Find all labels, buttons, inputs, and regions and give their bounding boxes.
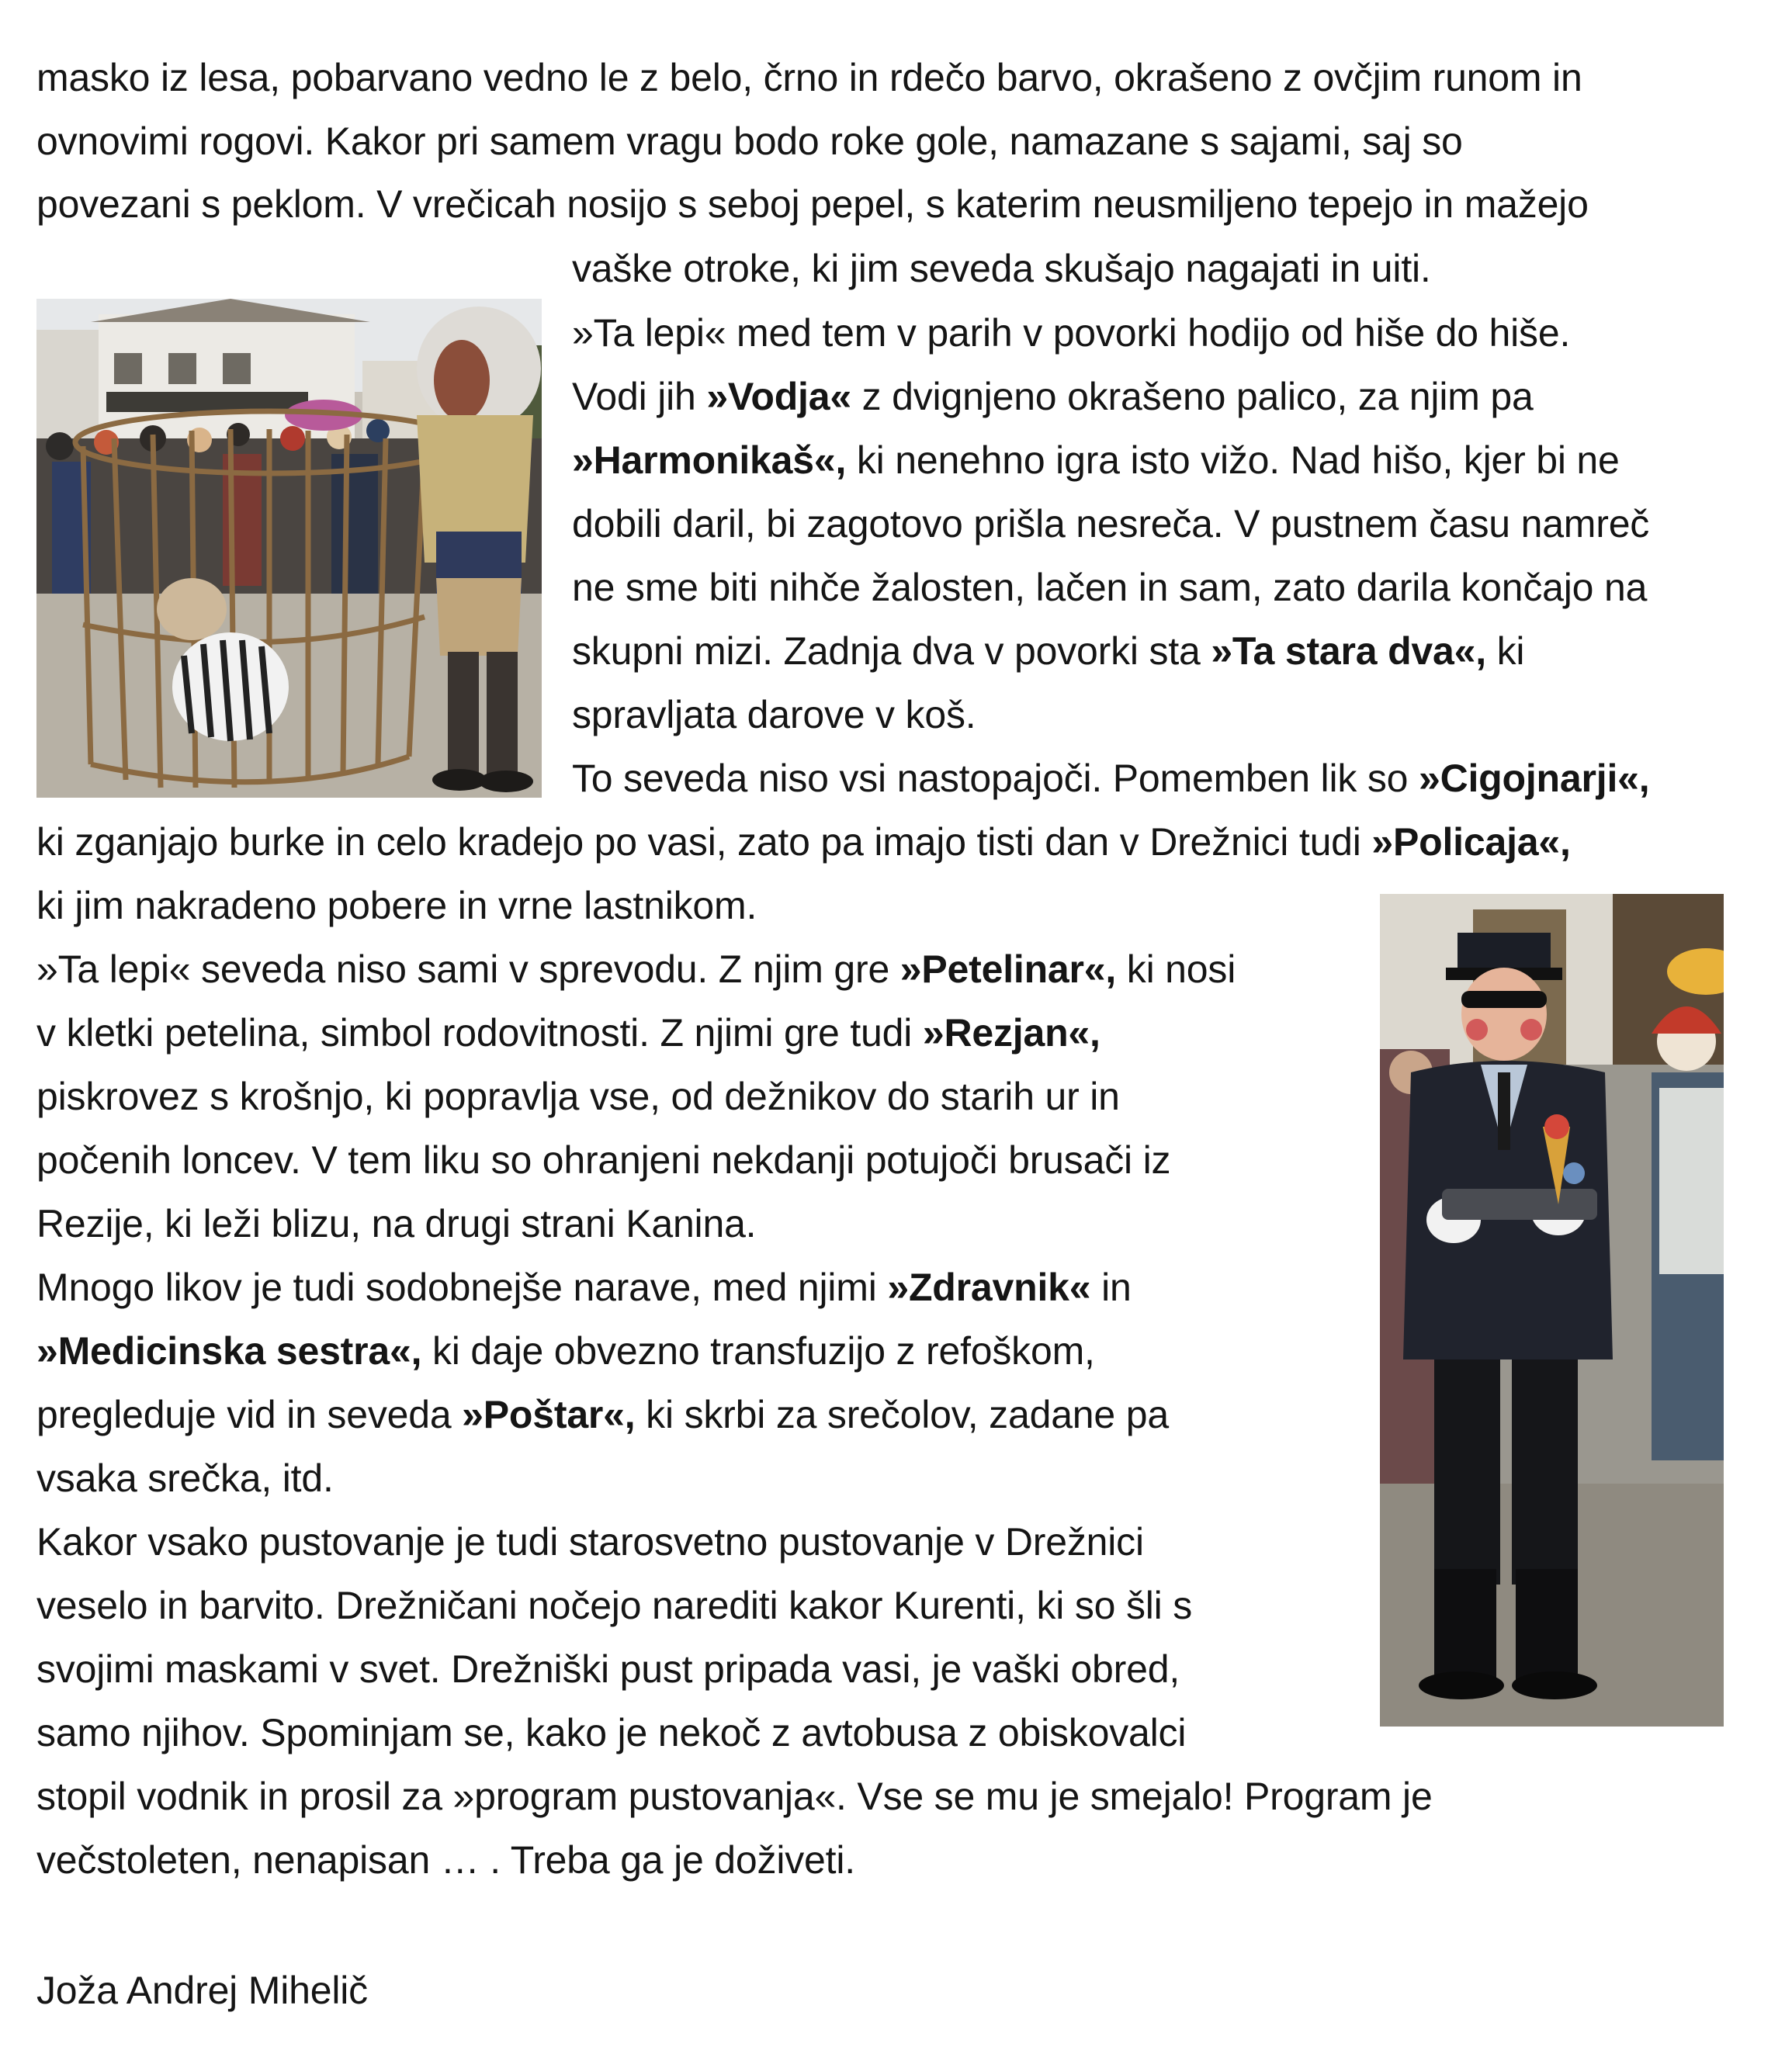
text-run: samo njihov. Spominjam se, kako je nekoč z avtobusa z obiskovalci (36, 1711, 1187, 1754)
bold-term: »Cigojnarji«, (1418, 757, 1650, 800)
text-line (572, 691, 976, 738)
text-line (36, 1200, 756, 1247)
text-run: Rezije, ki leži blizu, na drugi strani Kanina. (36, 1202, 757, 1245)
text-line (36, 882, 757, 929)
text-line (36, 54, 1582, 101)
text-run: Kakor vsako pustovanje je tudi starosvetno pustovanje v Drežnici (36, 1520, 1144, 1564)
text-line (36, 1837, 855, 1883)
text-line (36, 819, 1571, 865)
text-line (572, 564, 1647, 611)
text-run: v kletki petelina, simbol rodovitnosti. Z njimi gre tudi (36, 1011, 923, 1055)
text-run: z dvignjeno okrašeno palico, za njim pa (851, 375, 1534, 418)
bold-term: »Vodja« (706, 375, 851, 418)
photo-policaj-art (1380, 894, 1724, 1727)
bold-term: »Zdravnik« (887, 1266, 1091, 1309)
photo-carnival-cage-art (36, 299, 542, 798)
text-line (36, 946, 1236, 992)
text-line (36, 1519, 1144, 1565)
text-run: ki jim nakradeno pobere in vrne lastnikom. (36, 884, 757, 927)
text-line (572, 628, 1524, 674)
text-run: ne sme biti nihče žalosten, lačen in sam, zato darila končajo na (572, 566, 1648, 609)
text-run: ki (1485, 629, 1525, 673)
bold-term: »Policaja«, (1371, 820, 1571, 864)
text-line (36, 1137, 1170, 1183)
text-run: vsaka srečka, itd. (36, 1456, 334, 1500)
text-run: vaške otroke, ki jim seveda skušajo nagajati in uiti. (572, 247, 1431, 290)
bold-term: »Harmonikaš«, (572, 438, 847, 482)
text-line (36, 1073, 1120, 1120)
text-run: veselo in barvito. Drežničani nočejo narediti kakor Kurenti, ki so šli s (36, 1584, 1193, 1627)
text-run: povezani s peklom. V vrečicah nosijo s seboj pepel, s katerim neusmiljeno tepejo in mažejo (36, 182, 1589, 226)
text-run: Vodi jih (572, 375, 707, 418)
text-run: »Ta lepi« seveda niso sami v sprevodu. Z njim gre (36, 947, 900, 991)
author-signature: Joža Andrej Mihelič (36, 1969, 368, 2012)
text-line (572, 755, 1649, 802)
text-line (36, 1773, 1433, 1820)
text-run: To seveda niso vsi nastopajoči. Pomemben lik so (572, 757, 1419, 800)
photo-policaj (1380, 894, 1724, 1727)
text-run: stopil vodnik in prosil za »program pustovanja«. Vse se mu je smejalo! Program je (36, 1775, 1433, 1818)
text-run: masko iz lesa, pobarvano vedno le z belo, črno in rdečo barvo, okrašeno z ovčjim runom in (36, 56, 1582, 99)
text-run: Mnogo likov je tudi sodobnejše narave, med njimi (36, 1266, 888, 1309)
text-line (572, 373, 1534, 420)
text-run: ki nosi (1116, 947, 1236, 991)
bold-term: »Poštar«, (462, 1393, 636, 1436)
bold-term: »Petelinar«, (899, 947, 1117, 991)
photo-carnival-cage (36, 299, 542, 798)
text-run: skupni mizi. Zadnja dva v povorki sta (572, 629, 1211, 673)
text-run: počenih loncev. V tem liku so ohranjeni nekdanji potujoči brusači iz (36, 1138, 1171, 1182)
bold-term: »Ta stara dva«, (1211, 629, 1486, 673)
text-line (36, 1582, 1192, 1629)
text-line (572, 500, 1649, 547)
text-line (36, 1646, 1180, 1692)
text-run: ovnovimi rogovi. Kakor pri samem vragu bodo roke gole, namazane s sajami, saj so (36, 119, 1463, 163)
text-run: in (1090, 1266, 1132, 1309)
text-line (36, 1264, 1132, 1311)
text-line (36, 1010, 1101, 1056)
text-run: večstoleten, nenapisan … . Treba ga je doživeti. (36, 1838, 855, 1882)
text-line (36, 1391, 1169, 1438)
text-run: ki daje obvezno transfuzijo z refoškom, (421, 1329, 1095, 1373)
text-line (36, 1709, 1186, 1756)
text-line (36, 1455, 334, 1501)
text-run: svojimi maskami v svet. Drežniški pust pripada vasi, je vaški obred, (36, 1647, 1180, 1691)
text-run: »Ta lepi« med tem v parih v povorki hodijo od hiše do hiše. (572, 311, 1571, 355)
text-run: ki skrbi za srečolov, zadane pa (635, 1393, 1169, 1436)
text-line (36, 181, 1589, 227)
text-run: ki zganjajo burke in celo kradejo po vasi, zato pa imajo tisti dan v Drežnici tudi (36, 820, 1372, 864)
text-run: pregleduje vid in seveda (36, 1393, 463, 1436)
bold-term: »Rezjan«, (922, 1011, 1101, 1055)
text-line (572, 437, 1620, 483)
text-run: spravljata darove v koš. (572, 693, 976, 736)
text-line (36, 1328, 1095, 1374)
bold-term: »Medicinska sestra«, (36, 1329, 422, 1373)
text-run: dobili daril, bi zagotovo prišla nesreča. V pustnem času namreč (572, 502, 1650, 546)
text-run: piskrovez s krošnjo, ki popravlja vse, od dežnikov do starih ur in (36, 1075, 1120, 1118)
text-line (36, 118, 1463, 165)
text-line (572, 245, 1431, 292)
text-line (572, 310, 1570, 356)
text-run: ki nenehno igra isto vižo. Nad hišo, kjer bi ne (846, 438, 1620, 482)
